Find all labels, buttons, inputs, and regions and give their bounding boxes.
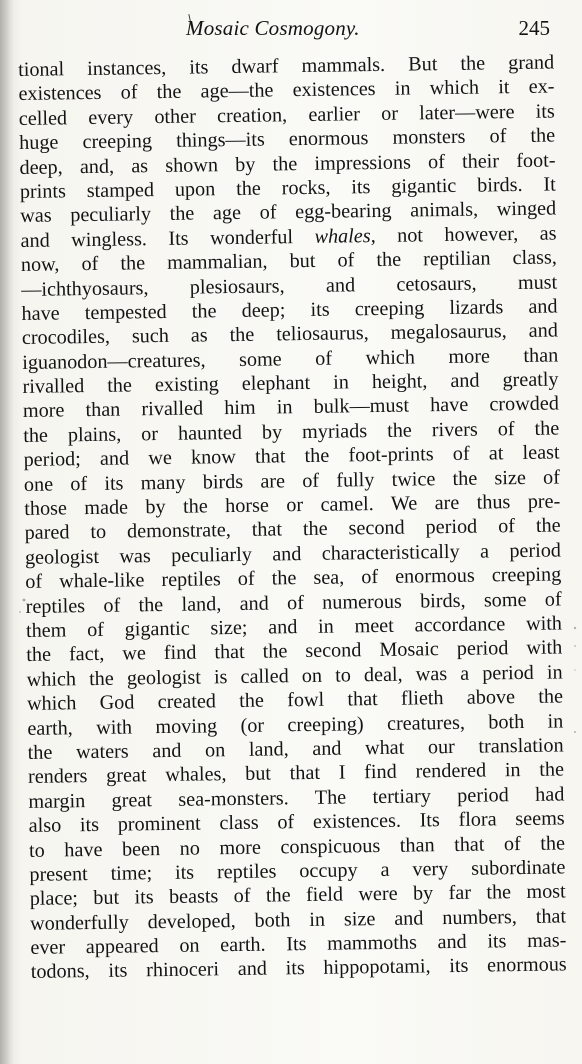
page-number: 245 bbox=[518, 16, 550, 40]
text-line: celled every other creation, earlier or later—were its bbox=[18, 100, 555, 130]
text-line: the plains, or haunted by myriads the rivers of the bbox=[23, 417, 560, 447]
text-line: and wingless. Its wonderful whales, not however, as bbox=[20, 222, 557, 252]
text-line: also its prominent class of existences. Its flora seems bbox=[28, 807, 565, 838]
text-line: huge creeping things—its enormous monsters of the bbox=[19, 124, 556, 155]
text-line: to have been no more conspicuous than that of the bbox=[28, 831, 566, 862]
text-line: which God created the fowl that flieth above the bbox=[26, 685, 564, 716]
text-line: todons, its rhinoceri and its hippopotami, its enormous bbox=[30, 953, 567, 984]
running-title: Mosaic Cosmogony. bbox=[186, 16, 360, 40]
text-line: present time; its reptiles occupy a very subordinate bbox=[29, 856, 566, 886]
text-line: renders great whales, but that I find rendered in the bbox=[27, 758, 565, 789]
text-line: was peculiarly the age of egg-bearing animals, winged bbox=[20, 197, 557, 228]
text-line: margin great sea-monsters. The tertiary period had bbox=[28, 783, 565, 813]
text-line: ever appeared on earth. Its mammoths and its mas- bbox=[30, 929, 567, 959]
running-head bbox=[0, 14, 582, 44]
text-line: crocodiles, such as the teliosaurus, megalosaurus, and bbox=[21, 319, 559, 350]
text-line: of whale-like reptiles of the sea, of enormous creeping bbox=[25, 563, 562, 594]
text-line: wonderfully developed, both in size and numbers, that bbox=[29, 905, 567, 935]
text-line: more than rivalled him in bulk—must have crowded bbox=[22, 392, 560, 423]
text-line: —ichthyosaurs, plesiosaurs, and cetosaurs, must bbox=[21, 271, 558, 301]
text-line: period; and we know that the foot-prints of at least bbox=[23, 441, 560, 472]
text-line: tional instances, its dwarf mammals. But the grand bbox=[18, 51, 555, 81]
text-line: those made by the horse or camel. We are thus pre- bbox=[24, 490, 561, 520]
text-line: geologist was peculiarly and characteristically a period bbox=[24, 539, 562, 569]
text-line: iguanodon—creatures, some of which more than bbox=[22, 344, 559, 374]
text-line: the waters and on land, and what our translation bbox=[27, 734, 564, 764]
text-line: them of gigantic size; and in meet accordance with bbox=[25, 612, 563, 642]
body-text bbox=[18, 51, 567, 985]
text-line: have tempested the deep; its creeping lizards and bbox=[21, 295, 558, 325]
text-line: rivalled the existing elephant in height, and greatly bbox=[22, 368, 559, 399]
italic-word: whales, bbox=[314, 224, 376, 248]
text-line: prints stamped upon the rocks, its gigantic birds. It bbox=[19, 173, 556, 203]
text-line: reptiles of the land, and of numerous birds, some of bbox=[25, 588, 562, 618]
text-line: pared to demonstrate, that the second period of the bbox=[24, 514, 561, 545]
text-line: now, of the mammalian, but of the reptilian class, bbox=[20, 246, 557, 277]
text-line: which the geologist is called on to deal, was a period in bbox=[26, 661, 563, 691]
text-line: deep, and, as shown by the impressions of their foot- bbox=[19, 149, 556, 179]
text-line: the fact, we find that the second Mosaic period with bbox=[26, 636, 563, 667]
gutter-shadow bbox=[0, 0, 14, 1064]
text-line: earth, with moving (or creeping) creatures, both in bbox=[27, 709, 564, 740]
text-line: existences of the age—the existences in which it ex- bbox=[18, 75, 555, 106]
text-line: place; but its beasts of the field were by far the most bbox=[29, 880, 566, 911]
text-line: one of its many birds are of fully twice the size of bbox=[23, 466, 561, 496]
